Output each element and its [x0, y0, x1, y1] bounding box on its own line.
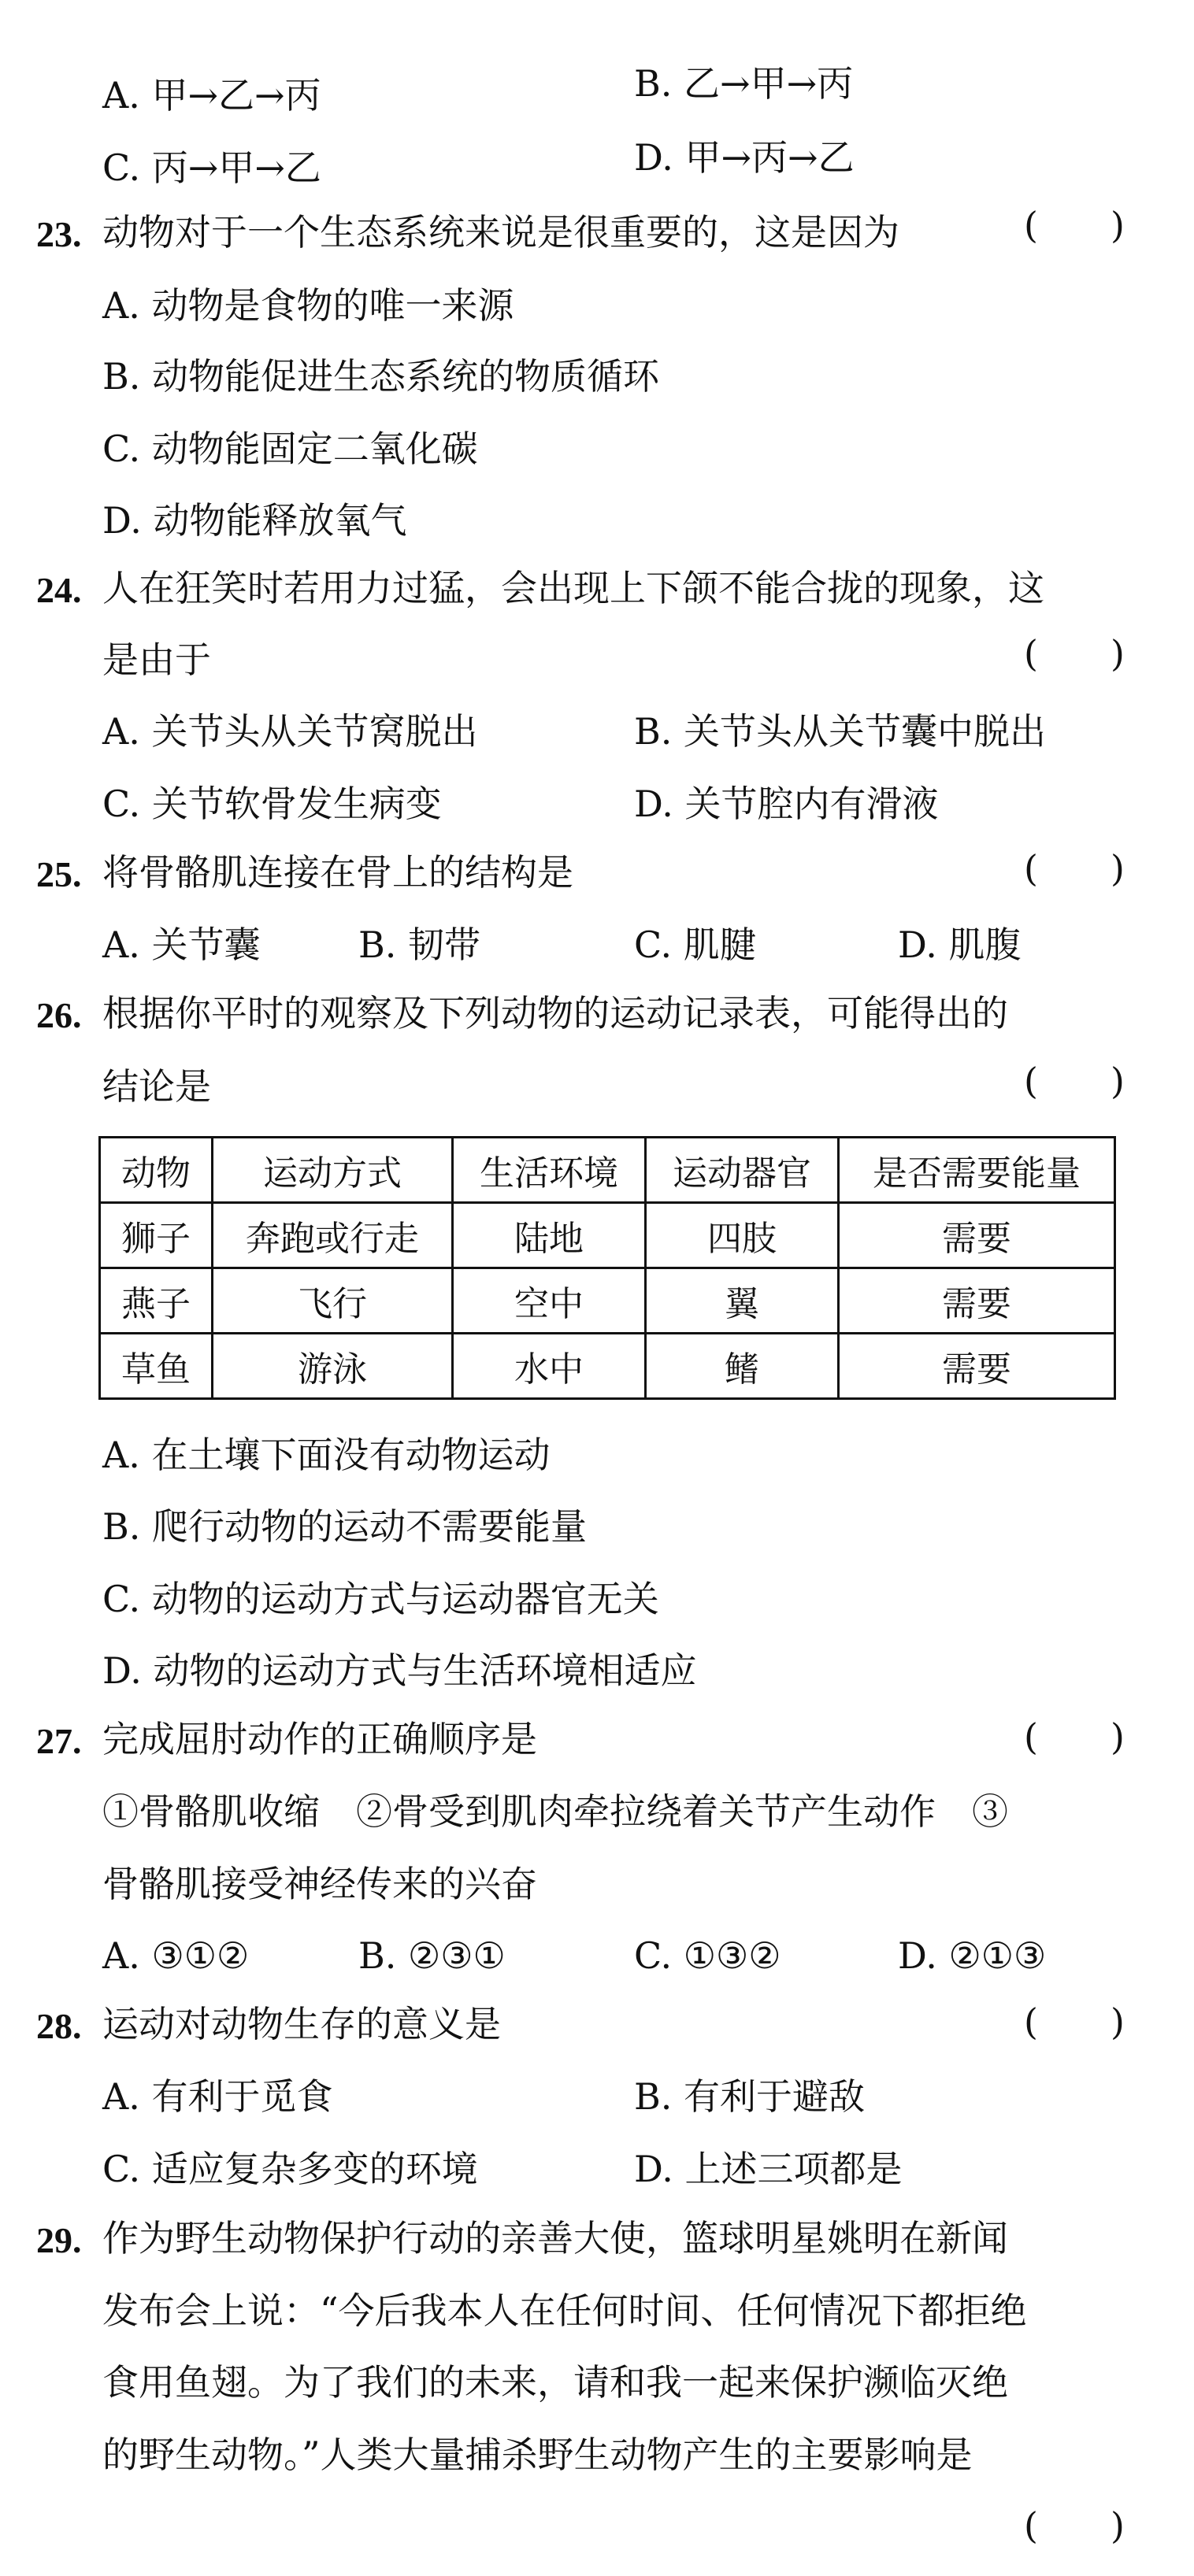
- option-b: B. 动物能促进生态系统的物质循环: [102, 355, 660, 398]
- table-header-row: [100, 1138, 1115, 1203]
- q22-option-a: A. 甲→乙→丙: [102, 74, 321, 117]
- table-header-cell: 动物: [100, 1138, 213, 1203]
- table-cell: 翼: [646, 1268, 839, 1334]
- option-a: A. ③①②: [102, 1934, 250, 1977]
- answer-parentheses: ( ): [1024, 847, 1125, 890]
- table-row: [100, 1334, 1115, 1399]
- table-header-cell: 运动方式: [213, 1138, 453, 1203]
- option-b: B. 有利于避敌: [634, 2075, 866, 2118]
- option-a: A. 有利于觅食: [102, 2075, 333, 2118]
- option-a: A. 关节囊: [102, 923, 261, 966]
- question-stem-line-2: 发布会上说：“今后我本人在任何时间、任何情况下都拒绝: [102, 2289, 1027, 2332]
- question-stem: 运动对动物生存的意义是: [102, 2003, 501, 2045]
- question-number: 25.: [36, 854, 82, 894]
- motion-record-table: [98, 1136, 1116, 1400]
- table-cell: 飞行: [213, 1268, 453, 1334]
- question-stem: 将骨骼肌连接在骨上的结构是: [102, 851, 573, 894]
- answer-parentheses: ( ): [1024, 2504, 1125, 2547]
- option-c: C. 动物的运动方式与运动器官无关: [102, 1578, 659, 1620]
- answer-parentheses: ( ): [1024, 632, 1125, 675]
- option-d: D. 动物能释放氧气: [102, 499, 407, 542]
- option-c: C. 肌腱: [634, 923, 756, 966]
- table-cell: 空中: [453, 1268, 646, 1334]
- table-cell: 燕子: [100, 1268, 213, 1334]
- option-c: C. 适应复杂多变的环境: [102, 2148, 478, 2190]
- option-d: D. 上述三项都是: [634, 2148, 903, 2190]
- question-number: 29.: [36, 2220, 82, 2260]
- table-cell: 需要: [839, 1334, 1115, 1399]
- table-header-cell: 运动器官: [646, 1138, 839, 1203]
- question-number: 24.: [36, 570, 82, 610]
- question-stem-line-1: 根据你平时的观察及下列动物的运动记录表，可能得出的: [102, 992, 1008, 1034]
- table-cell: 鳍: [646, 1334, 839, 1399]
- option-a: A. 关节头从关节窝脱出: [102, 710, 478, 753]
- option-b: B. 韧带: [358, 923, 481, 966]
- question-number: 28.: [36, 2006, 82, 2046]
- question-number: 26.: [36, 995, 82, 1035]
- option-d: D. 肌腹: [898, 923, 1022, 966]
- answer-parentheses: ( ): [1024, 2000, 1125, 2043]
- table-cell: 水中: [453, 1334, 646, 1399]
- q22-option-b: B. 乙→甲→丙: [634, 62, 854, 105]
- table-cell: 四肢: [646, 1203, 839, 1268]
- option-c: C. 关节软骨发生病变: [102, 783, 442, 825]
- question-stem-line-4: 的野生动物。”人类大量捕杀野生动物产生的主要影响是: [102, 2434, 973, 2476]
- option-a: A. 在土壤下面没有动物运动: [102, 1434, 551, 1476]
- question-stem-line-3: 食用鱼翅。为了我们的未来，请和我一起来保护濒临灭绝: [102, 2361, 1008, 2404]
- option-d: D. 关节腔内有滑液: [634, 783, 939, 825]
- table-cell: 草鱼: [100, 1334, 213, 1399]
- question-number: 23.: [36, 214, 82, 254]
- question-stem-line-1: 人在狂笑时若用力过猛，会出现上下颌不能合拢的现象，这: [102, 567, 1044, 609]
- table-cell: 狮子: [100, 1203, 213, 1268]
- option-d: D. 动物的运动方式与生活环境相适应: [102, 1649, 697, 1692]
- table-row: [100, 1203, 1115, 1268]
- q22-option-d: D. 甲→丙→乙: [634, 136, 855, 179]
- question-stem-line-2: 结论是: [102, 1065, 211, 1108]
- question-stem-line-1: 作为野生动物保护行动的亲善大使，篮球明星姚明在新闻: [102, 2217, 1008, 2260]
- question-stem: 动物对于一个生态系统来说是很重要的，这是因为: [102, 211, 899, 254]
- answer-parentheses: ( ): [1024, 1060, 1125, 1102]
- answer-parentheses: ( ): [1024, 204, 1125, 246]
- option-b: B. 爬行动物的运动不需要能量: [102, 1505, 588, 1548]
- table-header-cell: 是否需要能量: [839, 1138, 1115, 1203]
- steps-line-2: 骨骼肌接受神经传来的兴奋: [102, 1863, 537, 1905]
- table-cell: 游泳: [213, 1334, 453, 1399]
- table-cell: 需要: [839, 1203, 1115, 1268]
- option-b: B. ②③①: [358, 1934, 506, 1977]
- table-row: [100, 1268, 1115, 1334]
- table-cell: 需要: [839, 1268, 1115, 1334]
- option-d: D. ②①③: [898, 1934, 1047, 1977]
- table-cell: 奔跑或行走: [213, 1203, 453, 1268]
- q22-option-c: C. 丙→甲→乙: [102, 146, 321, 189]
- question-number: 27.: [36, 1721, 82, 1761]
- question-stem-line-2: 是由于: [102, 638, 211, 681]
- steps-line-1: ①骨骼肌收缩 ②骨受到肌肉牵拉绕着关节产生动作 ③: [102, 1790, 1008, 1833]
- option-c: C. 动物能固定二氧化碳: [102, 427, 478, 470]
- table-header-cell: 生活环境: [453, 1138, 646, 1203]
- option-c: C. ①③②: [634, 1934, 781, 1977]
- option-a: A. 动物是食物的唯一来源: [102, 284, 514, 327]
- question-stem: 完成屈肘动作的正确顺序是: [102, 1718, 537, 1760]
- table-cell: 陆地: [453, 1203, 646, 1268]
- answer-parentheses: ( ): [1024, 1715, 1125, 1758]
- option-b: B. 关节头从关节囊中脱出: [634, 710, 1047, 753]
